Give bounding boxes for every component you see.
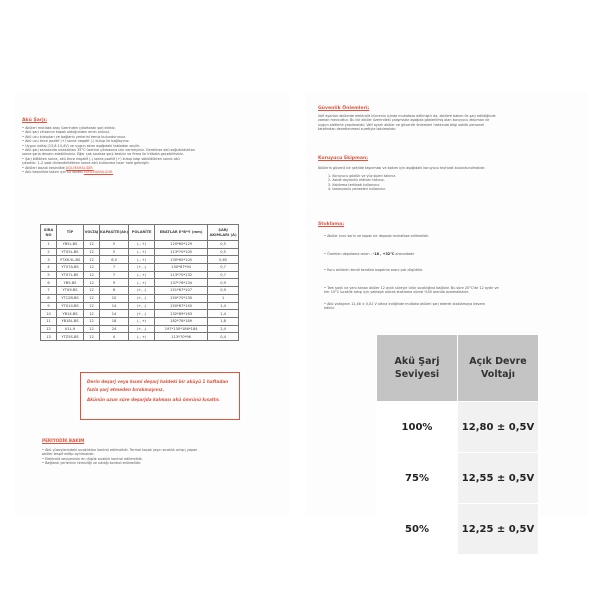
header-line: Seviyesi: [394, 369, 440, 380]
table-cell: YB5L-BS: [57, 241, 84, 249]
table-row: [377, 453, 539, 504]
table-cell: 1: [41, 241, 57, 249]
table-cell: 14: [100, 310, 129, 318]
table-cell: 120*60*129: [155, 241, 208, 249]
table-cell: (+, -): [129, 302, 155, 310]
table-cell: 0,9: [208, 279, 239, 287]
col-header: ŞARJ AKIMLARI (A): [208, 225, 239, 241]
safety-text: [318, 114, 496, 132]
charge-level-cell: 50%: [377, 504, 458, 555]
table-row: [41, 248, 239, 256]
col-header: TİP: [57, 225, 84, 241]
table-cell: (+, -): [129, 310, 155, 318]
table-cell: 150*87*94: [155, 264, 208, 272]
right-page: [306, 92, 588, 535]
table-cell: 4: [41, 264, 57, 272]
storage-temp-suffix: arasındadır: [394, 252, 415, 256]
voltage-cell: 12,80 ± 0,5V: [458, 402, 539, 453]
table-cell: 113*70*105: [155, 248, 208, 256]
warning-highlight: YAPILMAMALIDIR.: [83, 170, 114, 175]
table-row: [41, 287, 239, 295]
table-cell: (-, +): [129, 333, 155, 341]
table-cell: 197*130*186*184: [155, 325, 208, 333]
table-cell: (-, +): [129, 279, 155, 287]
deep-discharge-warning: [80, 372, 240, 420]
table-cell: YTX6.5L-BS: [57, 256, 84, 264]
storage-voltage-note: [324, 302, 485, 311]
protective-list: [328, 174, 396, 192]
storage-line: ediniz.: [324, 306, 336, 311]
table-cell: 12: [84, 302, 100, 310]
table-cell: YB14-BS: [57, 310, 84, 318]
table-cell: YTX7L-BS: [57, 271, 84, 279]
table-row: [377, 402, 539, 453]
table-cell: (-, +): [129, 256, 155, 264]
protective-item: 2. Aside dayanıklı eldiven takınız.: [328, 178, 385, 183]
table-cell: 9: [100, 279, 129, 287]
storage-line: her 10°C sıcaklık artışı için yaklaşık olarak stoklama süresi %50 oranda azalmaktadır.: [324, 290, 469, 295]
table-cell: 1,4: [208, 310, 239, 318]
table-cell: (+, -): [129, 264, 155, 272]
charge-line: • Uygun voltaj (13,8-14,4V) ve uygun akım aşağıdaki tablodan seçilir.: [22, 143, 141, 148]
charge-line: • Aküleri mutlaka araç üzerinden çıkartarak şarj ediniz.: [22, 126, 116, 130]
charge-line: • Akü şarj cihazının kapalı olduğundan emin olunuz.: [22, 130, 111, 135]
table-cell: 10: [100, 294, 129, 302]
header-line: Voltajı: [480, 369, 516, 380]
table-cell: (-, +): [129, 271, 155, 279]
table-cell: (-, +): [129, 241, 155, 249]
table-cell: (+, -): [129, 287, 155, 295]
table-row: [41, 310, 239, 318]
table-cell: 130*65*105: [155, 256, 208, 264]
maintenance-line: • Bağlantı yerlerinin temizliği ve sıkılığı kontrol edilmelidir.: [42, 461, 142, 466]
table-cell: 8: [41, 294, 57, 302]
table-cell: YB9-BS: [57, 279, 84, 287]
col-header: KAPASİTE(Ah): [100, 225, 129, 241]
table-row: [41, 279, 239, 287]
charge-level-cell: 100%: [377, 402, 458, 453]
table-cell: 12: [41, 325, 57, 333]
storage-title: Stoklama;: [318, 222, 345, 227]
storage-temp-prefix: • Önerilen depolama ısıları :: [324, 252, 373, 256]
table-cell: 1,8: [208, 317, 239, 325]
col-header: VOLTAJ: [84, 225, 100, 241]
safety-line: Valf ayarları akülerde elektrolit hücrenin içinde muhafaza edilmiştir da, akülere bakım ile şarj edildiğinde: [318, 114, 496, 118]
table-row: [41, 241, 239, 249]
table-row: [41, 256, 239, 264]
table-row: [41, 264, 239, 272]
table-row: [377, 504, 539, 555]
safety-line: uygun aletlerle yapılmalıdır. Valf ayarlı aküler ve güvenlik önlemleri hakkında bilgi sahibi personel: [318, 122, 484, 127]
table-cell: 4: [100, 333, 129, 341]
charge-level-cell: 75%: [377, 453, 458, 504]
charge-line: • Akü şarj esnasında sıcaklıktan 35°C üzerine çıkmasına izin vermeyiniz. Gerekirse akü soğutulduktan: [22, 148, 195, 153]
protective-item: 1. Koruyucu gözlük ve yüz siperi takınız.: [328, 174, 397, 178]
table-row: [41, 302, 239, 310]
voltage-header: [458, 335, 539, 402]
table-cell: 11: [41, 317, 57, 325]
table-cell: YB18L-BS: [57, 317, 84, 325]
battery-spec-table: [40, 224, 239, 341]
table-cell: (-, +): [129, 317, 155, 325]
table-cell: (+, -): [129, 294, 155, 302]
storage-shelf-life: [324, 286, 499, 295]
storage-line: • Akü voltajının 12,48 ± 0,02 V altına indiğinde mutlaka aküleri şarj ederek stoklamaya devam: [324, 302, 485, 306]
protective-item: 3. Kaldırma tertibatı kullanınız.: [328, 182, 381, 187]
table-cell: 12: [84, 317, 100, 325]
table-cell: 2: [41, 248, 57, 256]
table-cell: 0,9: [208, 287, 239, 295]
col-header: SIRA NO: [41, 225, 57, 241]
warning-line: Derin deşarj veya kısmi deşarj haldeki bir aküyü 1 haftadan: [87, 379, 229, 384]
left-page: [14, 92, 290, 516]
charge-line: • Akü ucu kutupları ve bağlantı yerlerini temiz bulundurunuz.: [22, 134, 126, 139]
table-cell: YTZ5S-BS: [57, 333, 84, 341]
table-cell: 10: [41, 310, 57, 318]
charge-level-header: [377, 335, 458, 402]
voltage-cell: 12,55 ± 0,5V: [458, 453, 539, 504]
maintenance-list: [42, 448, 197, 466]
storage-temp-line: [324, 252, 415, 256]
table-cell: 0,5: [208, 248, 239, 256]
table-cell: 12: [84, 264, 100, 272]
table-row: [41, 294, 239, 302]
storage-line: • Aküler kuru serin ve kapalı bir depoda muhafaza edilmelidir.: [324, 234, 430, 238]
table-cell: 14: [100, 302, 129, 310]
charge-table-header: [377, 335, 539, 402]
table-cell: 2,4: [208, 325, 239, 333]
table-cell: 12: [84, 241, 100, 249]
table-cell: 7: [100, 264, 129, 272]
col-header: EBATLAR E*B*Y (mm): [155, 225, 208, 241]
charge-line: sonra şarja devam edebilirsiniz. Eğer çok sıcaksa şarjı kesiniz ve firma ile irtibata geçebilirsiniz.: [22, 152, 184, 157]
protective-item: 4. İzolasyonlu penseleri kullanınız.: [328, 187, 387, 192]
charge-line: çıkartılır. 1-2 saat dinlendirildikten sonra akü kullanıma hazır hale gelmiştir.: [22, 161, 150, 166]
table-cell: 9: [41, 302, 57, 310]
table-cell: 6,5: [100, 256, 129, 264]
table-row: [41, 271, 239, 279]
storage-line: • Kuru akülerin kendi kendine boşalma oranı çok düşüktür.: [324, 268, 424, 272]
col-header: POLARİTE: [129, 225, 155, 241]
table-row: [41, 325, 239, 333]
charge-level-table: [376, 334, 539, 555]
table-cell: YTX5L-BS: [57, 248, 84, 256]
table-cell: 113*70*96: [155, 333, 208, 341]
table-cell: 7: [41, 287, 57, 295]
table-cell: 151*87*107: [155, 287, 208, 295]
protective-title: Koruyucu Ekipman;: [318, 156, 369, 161]
maintenance-line: aküler tespit edilip ayrılmalıdır.: [42, 452, 95, 457]
storage-line: • Tam şarjlı ve yeni alınan aküler 12 aylık süreyle ürün sıcaklığına bağlıdır. Bu süre 20°C'de 12 aydır ve: [324, 286, 499, 290]
safety-title: Güvenlik Önlemleri;: [318, 106, 370, 111]
table-cell: 12: [84, 271, 100, 279]
table-cell: 0,7: [208, 271, 239, 279]
table-cell: 0,5: [208, 241, 239, 249]
warning-highlight: AÇILMAMALIDIR.: [65, 165, 94, 170]
table-cell: YTX7A-BS: [57, 264, 84, 272]
charge-section-title: Akü Şarjı;: [22, 118, 48, 123]
charge-line: • Şarj bittikten sonra, akü önce negatif (-) sonra pozitif (+) kutup başı söküldükten sonra akü: [22, 156, 180, 161]
table-cell: 12: [84, 279, 100, 287]
table-cell: (-, +): [129, 248, 155, 256]
table-cell: 18: [100, 317, 129, 325]
table-cell: 5: [41, 271, 57, 279]
table-header-row: [41, 225, 239, 241]
header-line: Açık Devre: [469, 356, 527, 367]
table-cell: 0,4: [208, 333, 239, 341]
table-cell: 12: [84, 256, 100, 264]
table-cell: 182*78*189: [155, 317, 208, 325]
charge-instructions: [22, 126, 195, 174]
table-cell: YTX9-BS: [57, 287, 84, 295]
table-cell: 12: [84, 248, 100, 256]
maintenance-line: • Akü yüzeylerindeki sıcaklıkları kontrol edilmelidir. Termal kaçak (aşırı sıcaklık artışı) yapan: [42, 448, 198, 452]
table-cell: 12: [84, 310, 100, 318]
table-row: [41, 333, 239, 341]
warning-line: fazla şarj etmeden bırakmayınız.: [87, 387, 165, 392]
table-cell: 113*70*132: [155, 271, 208, 279]
table-cell: (+, -): [129, 325, 155, 333]
charge-warning-2: [22, 170, 195, 174]
maintenance-line: • Elektrolit seviyesinin en düşük sıcaklık kontrol edilmelidir.: [42, 456, 143, 461]
table-cell: 0,7: [208, 264, 239, 272]
table-cell: YTX14-BS: [57, 302, 84, 310]
storage-temp-value: -18 , +32°C: [372, 252, 395, 256]
table-cell: YT12B-BS: [57, 294, 84, 302]
table-cell: 5: [100, 241, 129, 249]
table-cell: 13: [41, 333, 57, 341]
table-cell: 132*89*163: [155, 310, 208, 318]
warning-line: Akünün uzun süre deşarjda kalması akü ömrünü kısaltır.: [87, 397, 220, 402]
table-cell: 3: [41, 256, 57, 264]
safety-line: tarafından denetlenmesi suretiyle takılmalıdır.: [318, 127, 397, 132]
table-cell: 137*76*134: [155, 279, 208, 287]
voltage-cell: 12,25 ± 0,5V: [458, 504, 539, 555]
maintenance-title: PERİYODİK BAKIM: [42, 438, 85, 443]
table-cell: 12: [84, 333, 100, 341]
table-cell: 6: [41, 279, 57, 287]
charge-line: • Akü ucu önce pozitif (+) sonra negatif (-) kutup ile bağlayınız.: [22, 139, 130, 144]
table-cell: U1L-9: [57, 325, 84, 333]
table-row: [41, 317, 239, 325]
table-cell: 150*87*145: [155, 302, 208, 310]
protective-intro: Akülerin güvenli bir şekilde taşınması ve bakım için aşağıdaki koruyucu teçhizat bulundurulmalıdır.: [318, 166, 486, 170]
table-cell: 1,4: [208, 302, 239, 310]
table-cell: 8: [100, 287, 129, 295]
table-cell: 12: [84, 294, 100, 302]
warning-text: • Aküleri bozuk kesinlikle: [22, 165, 66, 170]
table-cell: 150*70*130: [155, 294, 208, 302]
warning-text: • Akü kesinlikle takım için su ilavesi: [22, 170, 84, 175]
table-cell: 12: [84, 325, 100, 333]
table-cell: 24: [100, 325, 129, 333]
safety-line: zaman mevcuttur. Bu tür aküler üzerindeki çalışmalar aşağıda gösterilmiş olan koruyucu ekipman ve: [318, 118, 490, 123]
table-cell: 0,65: [208, 256, 239, 264]
table-cell: 1: [208, 294, 239, 302]
table-cell: 7: [100, 271, 129, 279]
table-cell: 5: [100, 248, 129, 256]
table-cell: 12: [84, 287, 100, 295]
header-line: Akü Şarj: [394, 356, 440, 367]
